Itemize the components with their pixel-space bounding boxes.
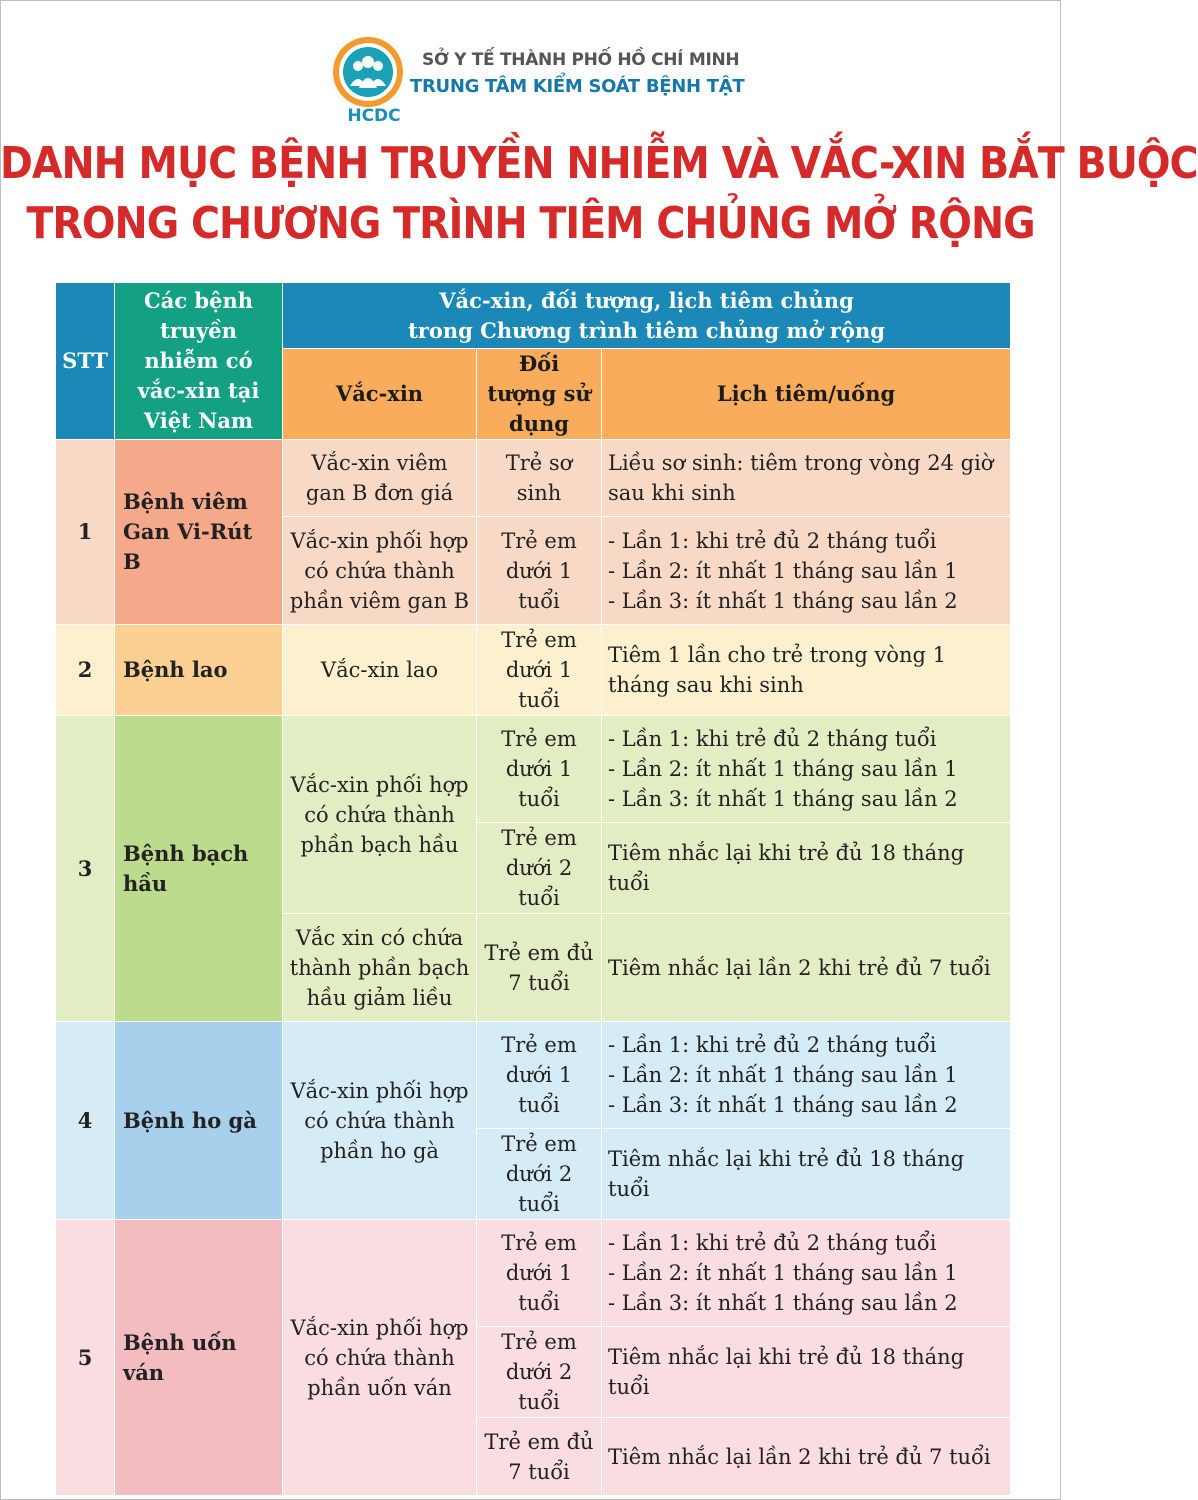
- hcdc-logo-icon: [330, 34, 406, 110]
- target-cell: Trẻ em dưới 1 tuổi: [477, 517, 602, 625]
- target-cell: Trẻ em dưới 1 tuổi: [477, 625, 602, 716]
- page-title-line-1: DANH MỤC BỆNH TRUYỀN NHIỄM VÀ VẮC-XIN BẮT BUỘC: [0, 138, 1198, 189]
- vaccine-cell: Vắc-xin phối hợp có chứa thành phần viêm gan B: [283, 517, 477, 625]
- schedule-cell: [602, 517, 1011, 625]
- header-schedule: Lịch tiêm/uống: [602, 349, 1011, 440]
- target-cell: Trẻ em dưới 1 tuổi: [477, 1220, 602, 1327]
- header: [0, 28, 1061, 128]
- header-group-line-2: trong Chương trình tiêm chủng mở rộng: [408, 317, 885, 343]
- schedule-cell: [602, 1220, 1011, 1327]
- logo-label: HCDC: [347, 106, 401, 126]
- table-row: [56, 1022, 1011, 1129]
- vaccine-cell: Vắc-xin phối hợp có chứa thành phần bạch hầu: [283, 716, 477, 914]
- row-disease: Bệnh uốn ván: [115, 1220, 283, 1496]
- schedule-line: - Lần 2: ít nhất 1 tháng sau lần 1: [608, 1063, 958, 1087]
- schedule-line: - Lần 1: khi trẻ đủ 2 tháng tuổi: [608, 1231, 937, 1255]
- schedule-cell: Tiêm nhắc lại lần 2 khi trẻ đủ 7 tuổi: [602, 1418, 1011, 1496]
- vaccine-cell: Vắc-xin phối hợp có chứa thành phần ho gà: [283, 1022, 477, 1220]
- row-disease: Bệnh lao: [115, 625, 283, 716]
- row-stt: 1: [56, 440, 115, 625]
- schedule-cell: Tiêm nhắc lại khi trẻ đủ 18 tháng tuổi: [602, 1129, 1011, 1220]
- schedule-line: - Lần 3: ít nhất 1 tháng sau lần 2: [608, 588, 958, 613]
- vaccine-cell: Vắc-xin lao: [283, 625, 477, 716]
- schedule-cell: Tiêm 1 lần cho trẻ trong vòng 1 tháng sau khi sinh: [602, 625, 1011, 716]
- schedule-cell: [602, 1022, 1011, 1129]
- header-stt: STT: [56, 283, 115, 440]
- row-stt: 3: [56, 716, 115, 1022]
- target-cell: Trẻ em dưới 2 tuổi: [477, 823, 602, 914]
- table-row: [56, 716, 1011, 823]
- header-group-line-1: Vắc-xin, đối tượng, lịch tiêm chủng: [439, 287, 854, 313]
- header-target: Đối tượng sử dụng: [477, 349, 602, 440]
- schedule-line: - Lần 3: ít nhất 1 tháng sau lần 2: [608, 1291, 958, 1315]
- row-stt: 4: [56, 1022, 115, 1220]
- vaccine-cell: Vắc xin có chứa thành phần bạch hầu giảm liều: [283, 914, 477, 1022]
- target-cell: Trẻ em đủ 7 tuổi: [477, 1418, 602, 1496]
- schedule-line: - Lần 2: ít nhất 1 tháng sau lần 1: [608, 757, 958, 781]
- schedule-line: - Lần 2: ít nhất 1 tháng sau lần 1: [608, 558, 958, 583]
- schedule-line: - Lần 1: khi trẻ đủ 2 tháng tuổi: [608, 1033, 937, 1057]
- header-disease: Các bệnh truyền nhiễm có vắc-xin tại Việt Nam: [115, 283, 283, 440]
- org-line-2: TRUNG TÂM KIỂM SOÁT BỆNH TẬT: [410, 76, 745, 97]
- schedule-cell: Tiêm nhắc lại lần 2 khi trẻ đủ 7 tuổi: [602, 914, 1011, 1022]
- header-vaccine: Vắc-xin: [283, 349, 477, 440]
- schedule-cell: Tiêm nhắc lại khi trẻ đủ 18 tháng tuổi: [602, 1327, 1011, 1418]
- row-disease: Bệnh bạch hầu: [115, 716, 283, 1022]
- vaccine-table: [55, 282, 1011, 1496]
- schedule-line: - Lần 1: khi trẻ đủ 2 tháng tuổi: [608, 528, 937, 553]
- table-row: [56, 1220, 1011, 1327]
- org-line-1: SỞ Y TẾ THÀNH PHỐ HỒ CHÍ MINH: [422, 50, 740, 70]
- table-row: [56, 440, 1011, 517]
- target-cell: Trẻ sơ sinh: [477, 440, 602, 517]
- vaccine-cell: Vắc-xin viêm gan B đơn giá: [283, 440, 477, 517]
- schedule-line: - Lần 3: ít nhất 1 tháng sau lần 2: [608, 787, 958, 811]
- schedule-line: - Lần 1: khi trẻ đủ 2 tháng tuổi: [608, 727, 937, 751]
- target-cell: Trẻ em dưới 1 tuổi: [477, 716, 602, 823]
- page-title-line-2: TRONG CHƯƠNG TRÌNH TIÊM CHỦNG MỞ RỘNG: [26, 198, 1035, 249]
- schedule-cell: [602, 716, 1011, 823]
- schedule-cell: Liều sơ sinh: tiêm trong vòng 24 giờ sau khi sinh: [602, 440, 1011, 517]
- schedule-cell: Tiêm nhắc lại khi trẻ đủ 18 tháng tuổi: [602, 823, 1011, 914]
- row-disease: Bệnh ho gà: [115, 1022, 283, 1220]
- target-cell: Trẻ em dưới 2 tuổi: [477, 1129, 602, 1220]
- schedule-line: - Lần 2: ít nhất 1 tháng sau lần 1: [608, 1261, 958, 1285]
- target-cell: Trẻ em đủ 7 tuổi: [477, 914, 602, 1022]
- target-cell: Trẻ em dưới 1 tuổi: [477, 1022, 602, 1129]
- vaccine-cell: Vắc-xin phối hợp có chứa thành phần uốn ván: [283, 1220, 477, 1496]
- row-stt: 2: [56, 625, 115, 716]
- row-stt: 5: [56, 1220, 115, 1496]
- row-disease: Bệnh viêm Gan Vi-Rút B: [115, 440, 283, 625]
- schedule-line: - Lần 3: ít nhất 1 tháng sau lần 2: [608, 1093, 958, 1117]
- target-cell: Trẻ em dưới 2 tuổi: [477, 1327, 602, 1418]
- header-group: [283, 283, 1011, 349]
- table-row: [56, 625, 1011, 716]
